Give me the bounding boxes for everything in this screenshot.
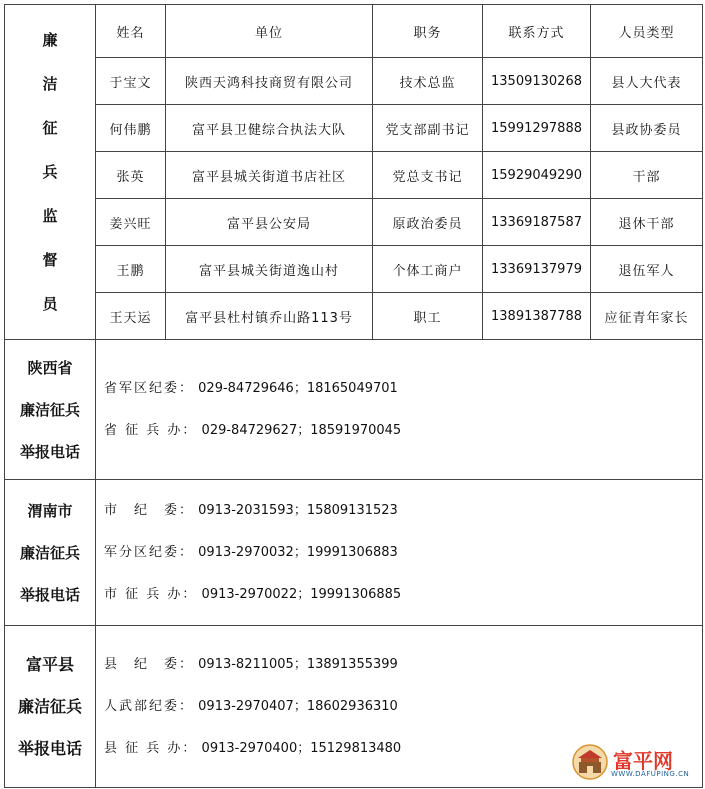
hotline-entry — [104, 686, 702, 728]
person-phone: 13369137979 — [483, 246, 591, 293]
person-name: 于宝文 — [96, 58, 166, 105]
hotline-entry — [104, 574, 702, 616]
hotline-label-county — [5, 626, 96, 788]
hotline-label-city — [5, 480, 96, 626]
person-title: 职工 — [373, 293, 483, 340]
header-row — [5, 5, 703, 58]
person-name: 王天运 — [96, 293, 166, 340]
person-type: 退休干部 — [591, 199, 703, 246]
hotline-entry — [104, 644, 702, 686]
monitor-section-label — [5, 5, 96, 340]
header-contact: 联系方式 — [483, 5, 591, 58]
person-unit: 富平县城关街道书店社区 — [166, 152, 373, 199]
hotline-entry-numbers: 029-84729646；18165049701 — [198, 380, 398, 396]
section-char: 员 — [42, 295, 58, 313]
hotline-label-line: 举报电话 — [19, 585, 80, 604]
person-title: 党支部副书记 — [373, 105, 483, 152]
watermark-url: WWW.DAFUPING.CN — [611, 770, 690, 778]
person-type: 应征青年家长 — [591, 293, 703, 340]
hotline-label-line: 廉洁征兵 — [17, 696, 82, 716]
hotline-label-line: 廉洁征兵 — [19, 543, 80, 562]
person-unit: 富平县公安局 — [166, 199, 373, 246]
person-name: 王鹏 — [96, 246, 166, 293]
watermark-brand: 富平网 — [613, 749, 673, 773]
person-type: 县人大代表 — [591, 58, 703, 105]
hotline-entry — [104, 368, 702, 410]
hotline-entry-label: 人武部纪委： — [104, 698, 195, 714]
person-phone: 15929049290 — [483, 152, 591, 199]
table-row — [5, 199, 703, 246]
gate-tower-icon — [571, 743, 611, 781]
hotline-entry — [104, 410, 702, 452]
hotline-entry — [104, 490, 702, 532]
person-name: 姜兴旺 — [96, 199, 166, 246]
person-type: 退伍军人 — [591, 246, 703, 293]
person-unit: 富平县杜村镇乔山路113号 — [166, 293, 373, 340]
hotline-entry-label: 军分区纪委： — [104, 544, 195, 560]
hotline-entry-label: 县 征 兵 办： — [104, 740, 198, 756]
header-title: 职务 — [373, 5, 483, 58]
hotline-entry-label: 县 纪 委： — [104, 656, 195, 672]
table-row — [5, 246, 703, 293]
section-char: 廉 — [42, 31, 58, 49]
hotline-entry-numbers: 0913-2970407；18602936310 — [198, 698, 398, 714]
hotline-label-province — [5, 340, 96, 480]
hotline-entry-numbers: 029-84729627；18591970045 — [201, 422, 402, 438]
hotline-entry-label: 省军区纪委： — [104, 380, 195, 396]
person-title: 原政治委员 — [373, 199, 483, 246]
person-unit: 富平县城关街道逸山村 — [166, 246, 373, 293]
person-name: 何伟鹏 — [96, 105, 166, 152]
person-phone: 13509130268 — [483, 58, 591, 105]
person-phone: 13369187587 — [483, 199, 591, 246]
table-row — [5, 152, 703, 199]
header-name: 姓名 — [96, 5, 166, 58]
hotline-row-province — [5, 340, 703, 480]
hotline-label-line: 陕西省 — [27, 358, 73, 377]
hotline-entry-numbers: 0913-2970400；15129813480 — [201, 740, 402, 756]
hotline-label-line: 富平县 — [25, 654, 74, 674]
hotline-entries-province — [96, 340, 703, 480]
hotline-label-line: 举报电话 — [17, 738, 82, 758]
hotline-entry-numbers: 0913-8211005；13891355399 — [198, 656, 398, 672]
person-type: 县政协委员 — [591, 105, 703, 152]
person-unit: 陕西天鸿科技商贸有限公司 — [166, 58, 373, 105]
hotline-entry-numbers: 0913-2970022；19991306885 — [201, 586, 402, 602]
person-type: 干部 — [591, 152, 703, 199]
table-row — [5, 293, 703, 340]
person-title: 技术总监 — [373, 58, 483, 105]
section-char: 监 — [42, 207, 58, 225]
hotline-label-line: 举报电话 — [19, 442, 80, 461]
header-unit: 单位 — [166, 5, 373, 58]
section-char: 兵 — [42, 163, 58, 181]
hotline-entry-numbers: 0913-2031593；15809131523 — [198, 502, 398, 518]
table-row — [5, 105, 703, 152]
section-char: 督 — [42, 251, 58, 269]
person-phone: 15991297888 — [483, 105, 591, 152]
hotline-entry — [104, 532, 702, 574]
hotline-row-city — [5, 480, 703, 626]
site-watermark — [571, 743, 699, 783]
hotline-entry-label: 市 征 兵 办： — [104, 586, 198, 602]
section-char: 洁 — [42, 75, 58, 93]
person-title: 个体工商户 — [373, 246, 483, 293]
header-type: 人员类型 — [591, 5, 703, 58]
hotline-entry-label: 省 征 兵 办： — [104, 422, 198, 438]
hotline-entries-city — [96, 480, 703, 626]
person-unit: 富平县卫健综合执法大队 — [166, 105, 373, 152]
person-phone: 13891387788 — [483, 293, 591, 340]
hotline-entry-numbers: 0913-2970032；19991306883 — [198, 544, 398, 560]
hotline-label-line: 渭南市 — [27, 501, 73, 520]
hotline-entry-label: 市 纪 委： — [104, 502, 195, 518]
supervision-table — [4, 4, 703, 788]
table-row — [5, 58, 703, 105]
section-char: 征 — [42, 119, 58, 137]
person-name: 张英 — [96, 152, 166, 199]
person-title: 党总支书记 — [373, 152, 483, 199]
hotline-label-line: 廉洁征兵 — [19, 400, 80, 419]
